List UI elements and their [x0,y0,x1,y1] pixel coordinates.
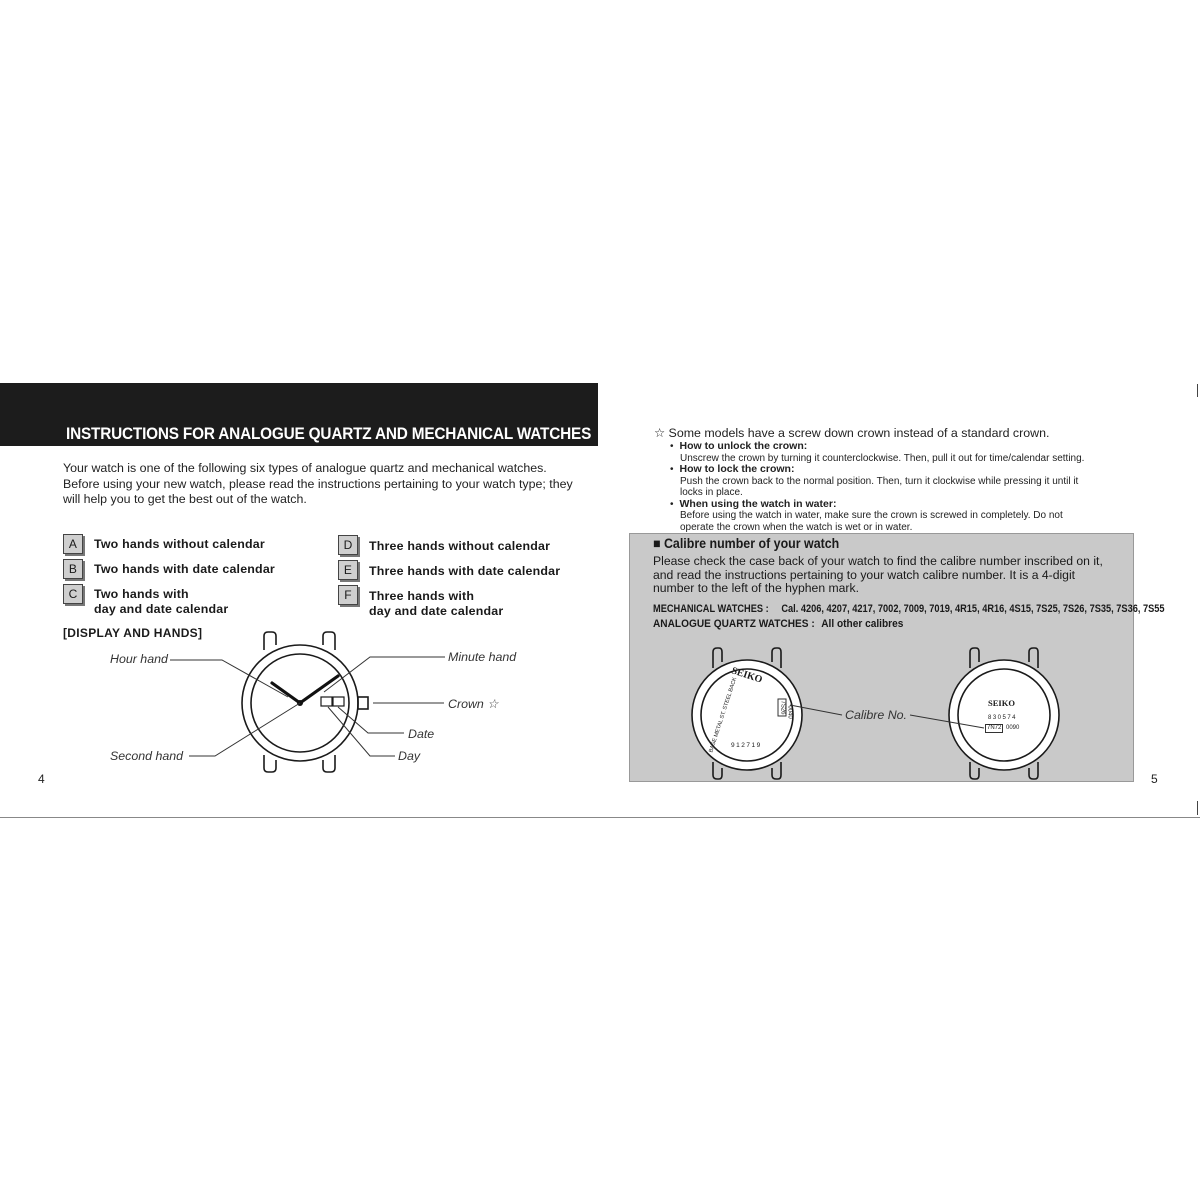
type-label: Three hands without calendar [369,539,551,553]
caseback2-brand: SEIKO [988,698,1015,708]
quartz-calibres: All other calibres [821,618,904,630]
crown-step-text: Unscrew the crown by turning it counterclockwise. Then, pull it out for time/calendar setting. [680,452,1085,464]
caseback1-calibre: 7S26 [779,700,786,715]
calibre-body-line: number to the left of the hyphen mark. [653,581,859,595]
calibre-body-line: Please check the case back of your watch to find the calibre number inscribed on it, [653,554,1103,568]
type-label: day and date calendar [369,604,504,618]
calibre-heading: ■ Calibre number of your watch [653,536,840,551]
type-letter-badge: A [63,534,83,554]
crown-step-unlock: • How to unlock the crown: Unscrew the crown by turning it counterclockwise. Then, pull it out for time/calendar setting. [670,441,1114,464]
intro-line: Your watch is one of the following six types of analogue quartz and mechanical watches. [63,461,547,475]
quartz-calibres-line [653,618,903,630]
crown-step-heading: How to lock the crown: [679,463,795,475]
crown-step-text: locks in place. [680,487,743,498]
edge-mark [1197,801,1198,815]
mechanical-calibres-line [653,603,1165,615]
callout-crown: Crown ☆ [448,697,499,711]
page-number-left: 4 [38,772,45,786]
calibre-body-line: and read the instructions pertaining to your watch calibre number. It is a 4-digit [653,567,1076,582]
type-label: Two hands without calendar [94,537,265,551]
edge-mark [1197,384,1198,397]
type-label: Three hands with [369,589,475,603]
quartz-label: ANALOGUE QUARTZ WATCHES : [653,618,815,630]
type-letter-badge: D [338,535,358,555]
page-title: INSTRUCTIONS FOR ANALOGUE QUARTZ AND MECHANICAL WATCHES [66,425,592,443]
crown-note-text: ☆ Some models have a screw down crown instead of a standard crown. [654,426,1050,440]
caseback2-digits: 0090 [1006,725,1020,731]
calibre-body [653,555,1115,596]
type-label: Two hands with date calendar [94,562,275,576]
caseback1-ring-text: BASE METAL ST. STEEL BACK [708,676,739,754]
callout-calibre-no: Calibre No. [845,708,907,722]
type-letter-badge: F [338,585,358,605]
crown-step-text: Before using the watch in water, make sure the crown is screwed in completely. Do not [680,510,1063,521]
type-label: Three hands with date calendar [369,564,561,578]
intro-paragraph [63,461,583,508]
crown-step-text: Push the crown back to the normal position. Then, turn it clockwise while pressing it until it [680,475,1079,487]
mechanical-calibres: Cal. 4206, 4207, 4217, 7002, 7009, 7019, 4R15, 4R16, 4S15, 7S25, 7S26, 7S35, 7S36, 7S55 [781,603,1165,615]
crown-step-water: • When using the watch in water: Before using the watch in water, make sure the crown is screwed in completely. Do not operate the crown when the watch is wet or in water. [670,499,1114,534]
caseback2-serial: 830574 [988,715,1018,721]
caseback1-serial: 912719 [731,742,762,749]
type-letter-badge: E [338,560,358,580]
intro-line: will help you to get the best out of the watch. [63,492,307,506]
caseback1-brand: SEIKO [730,665,764,686]
crown-note [654,425,1114,533]
crown-step-heading: How to unlock the crown: [679,440,808,452]
callout-hour-hand: Hour hand [110,652,168,666]
watch-diagram [0,620,600,790]
callout-date: Date [408,727,435,741]
mechanical-label: MECHANICAL WATCHES : [653,603,769,615]
callout-day: Day [398,749,421,763]
crown-step-text: operate the crown when the watch is wet or in water. [680,521,913,533]
crown-step-heading: When using the watch in water: [679,497,837,510]
page-bottom-rule [0,817,1200,818]
crown-step-lock: • How to lock the crown: Push the crown back to the normal position. Then, turn it clockwise while pressing it until it locks in place. [670,464,1114,499]
type-letter-badge: C [63,584,83,604]
type-letter-badge: B [63,559,83,579]
intro-line: Before using your new watch, please read the instructions pertaining to your watch type; they [63,476,573,491]
display-hands-heading: [DISPLAY AND HANDS] [63,626,203,640]
page-number-right: 5 [1151,772,1158,786]
caseback2-calibre: 7N72 [987,725,1002,731]
callout-second-hand: Second hand [110,749,184,763]
type-label: Two hands with [94,587,189,601]
caseback1-digits: 0040 [786,705,793,719]
type-label: day and date calendar [94,602,229,616]
callout-minute-hand: Minute hand [448,650,517,664]
